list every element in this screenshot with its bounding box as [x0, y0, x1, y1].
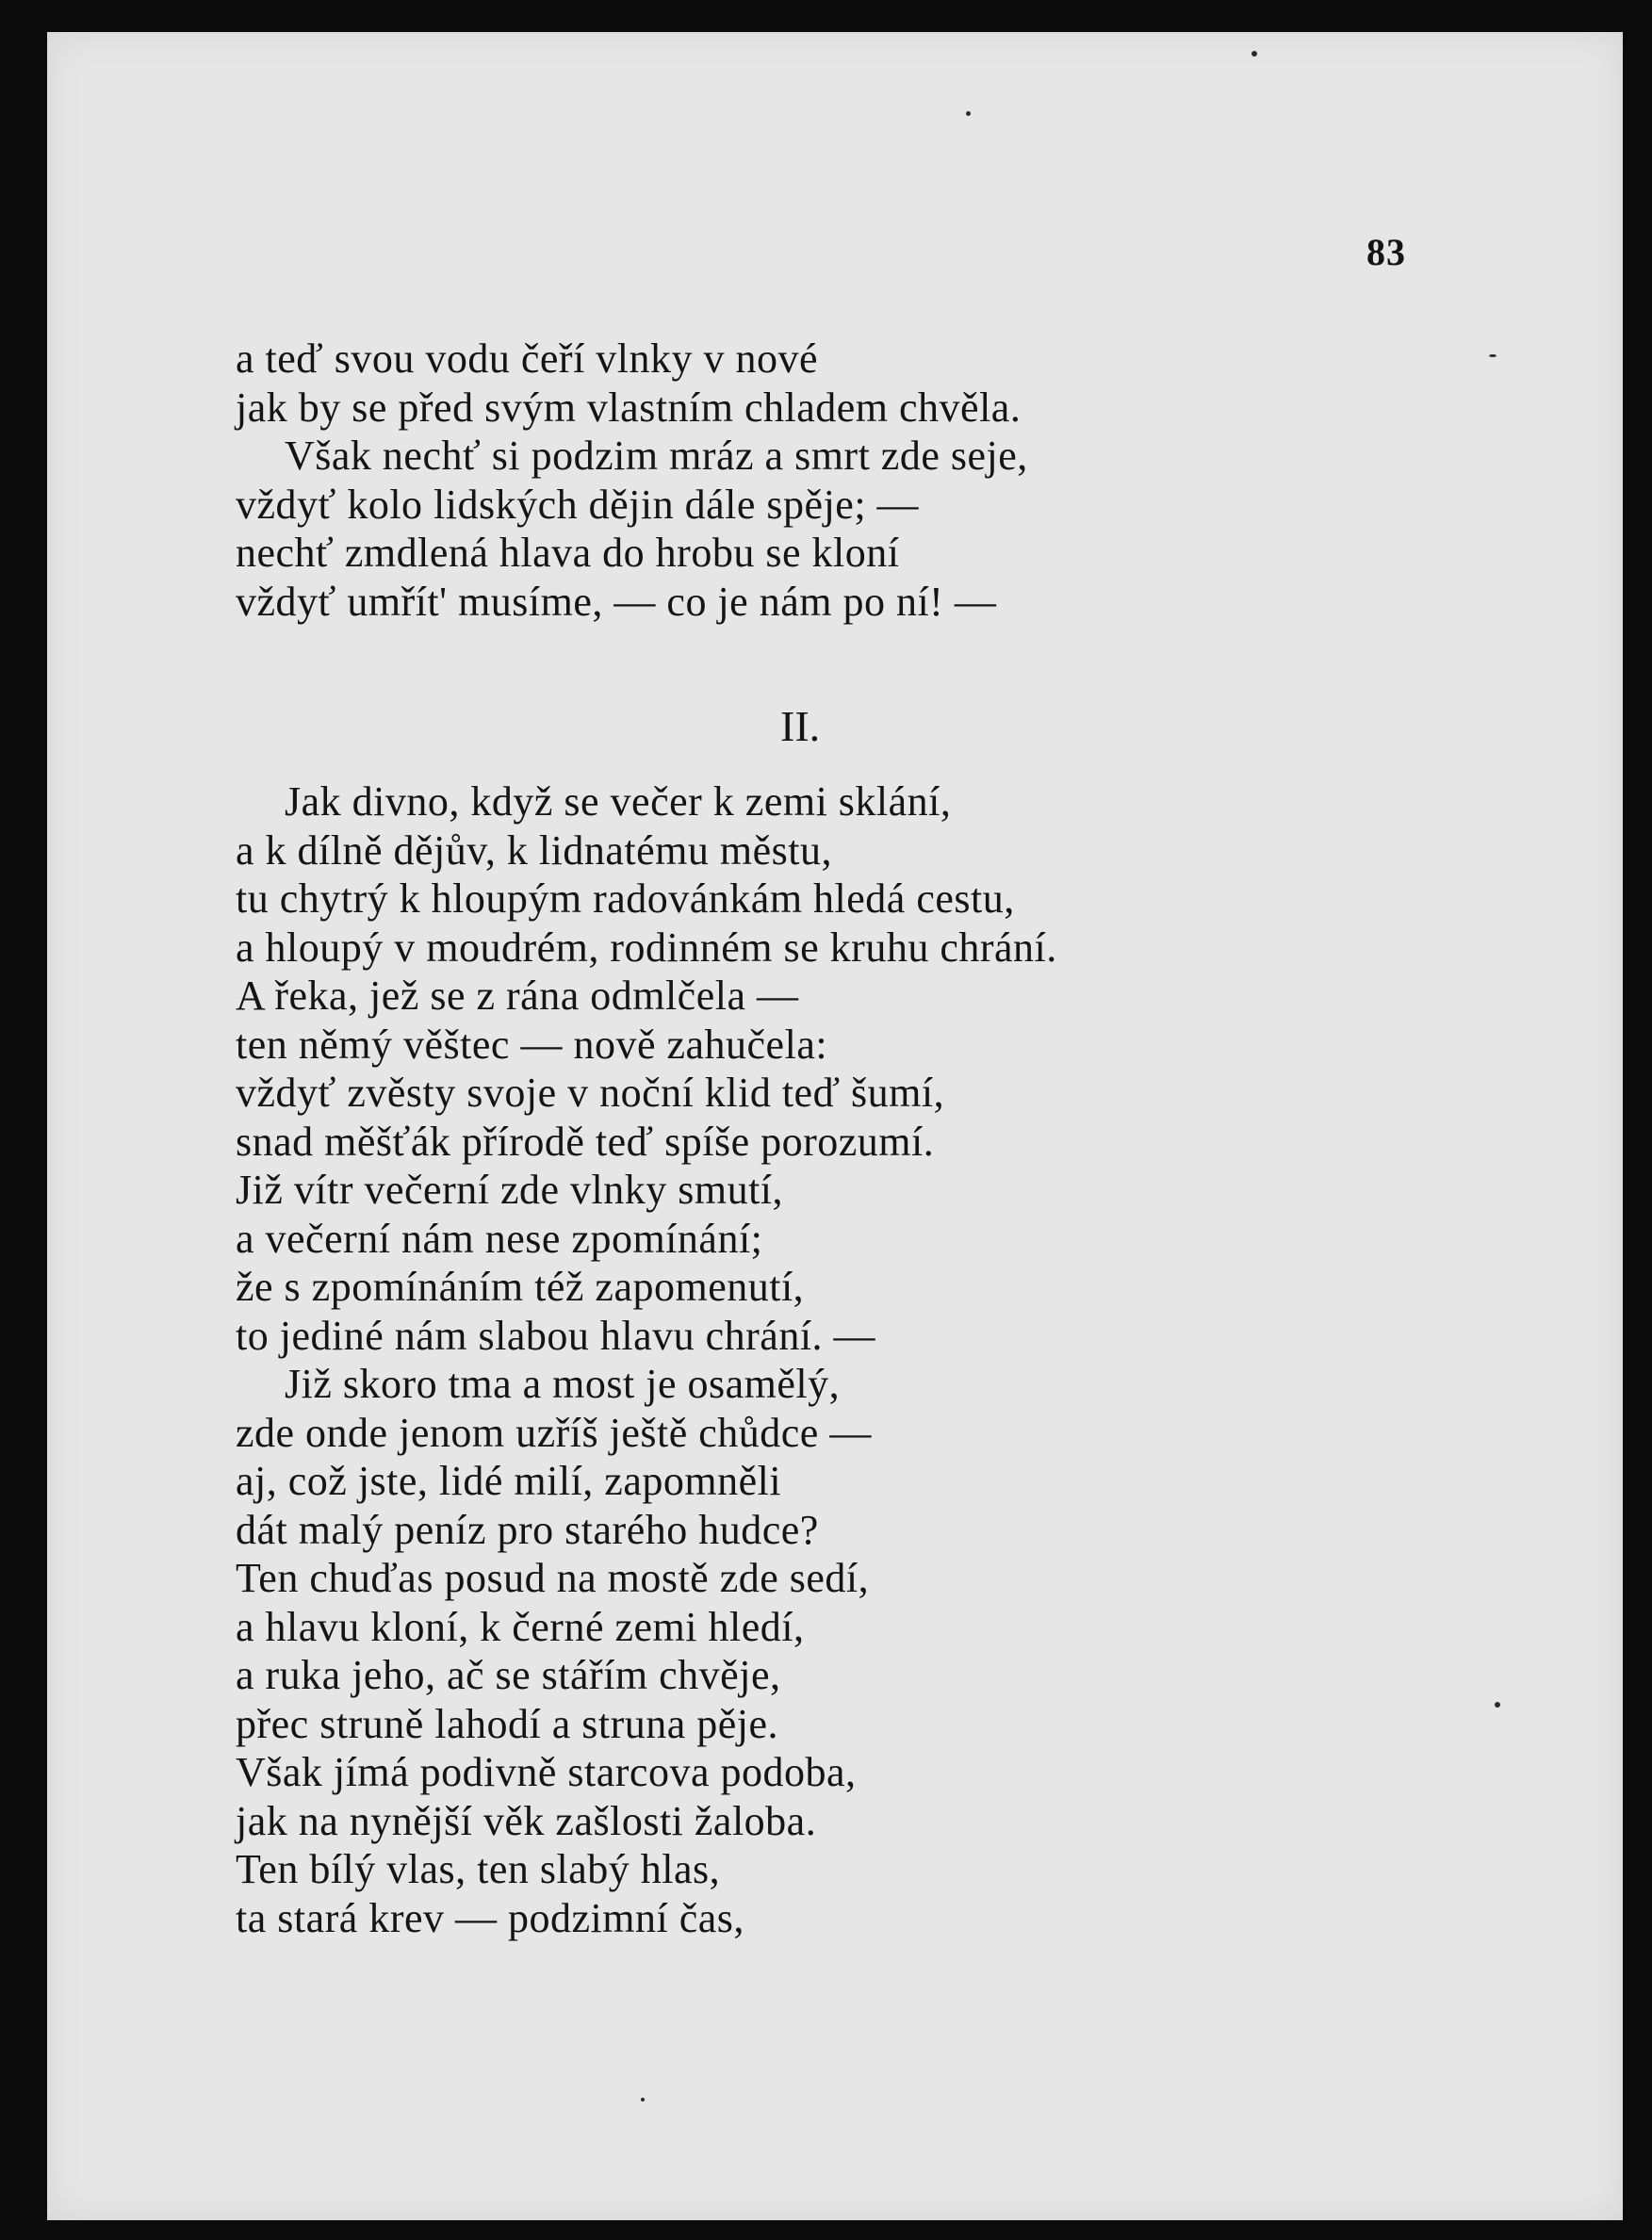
- poem-line: vždyť zvěsty svoje v noční klid teď šumí,: [236, 1070, 945, 1116]
- poem-line: A řeka, jež se z rána odmlčela —: [236, 973, 799, 1019]
- poem-line: a večerní nám nese zpomínání;: [236, 1215, 763, 1262]
- poem-line: Již vítr večerní zde vlnky smutí,: [236, 1167, 784, 1213]
- poem-line: to jediné nám slabou hlavu chrání. —: [236, 1312, 876, 1359]
- poem-line: a hloupý v moudrém, rodinném se kruhu chrání.: [236, 924, 1057, 971]
- poem-line: nechť zmdlená hlava do hrobu se kloní: [236, 530, 900, 576]
- poem-line: Ten chuďas posud na mostě zde sedí,: [236, 1555, 870, 1601]
- poem-line: aj, což jste, lidé milí, zapomněli: [236, 1458, 782, 1504]
- poem-line: vždyť umřít' musíme, — co je nám po ní! —: [236, 578, 997, 625]
- section-heading: II.: [780, 702, 821, 750]
- poem-line: Ten bílý vlas, ten slabý hlas,: [236, 1846, 721, 1892]
- dust-speck: [1495, 1702, 1500, 1708]
- poem-line: a teď svou vodu čeří vlnky v nové: [236, 335, 819, 382]
- poem-line: tu chytrý k hloupým radovánkám hledá cestu,: [236, 875, 1015, 922]
- poem-line: a ruka jeho, ač se stářím chvěje,: [236, 1652, 781, 1698]
- poem-line: vždyť kolo lidských dějin dále spěje; —: [236, 481, 920, 528]
- poem-line: dát malý peníz pro starého hudce?: [236, 1506, 819, 1553]
- poem-line: jak by se před svým vlastním chladem chvěla.: [236, 384, 1022, 431]
- poem-line: snad měšťák přírodě teď spíše porozumí.: [236, 1118, 935, 1165]
- poem-line: Již skoro tma a most je osamělý,: [285, 1361, 841, 1407]
- poem-line: přec struně lahodí a struna pěje.: [236, 1700, 779, 1747]
- poem-line: ta stará krev — podzimní čas,: [236, 1894, 744, 1941]
- dust-speck: [641, 2098, 645, 2101]
- poem-line: a k dílně dějův, k lidnatému městu,: [236, 826, 832, 874]
- page-number: 83: [1366, 231, 1406, 273]
- poem-line: a hlavu kloní, k černé zemi hledí,: [236, 1603, 805, 1650]
- poem-line: jak na nynější věk zašlosti žaloba.: [236, 1797, 817, 1844]
- poem-line: že s zpomínáním též zapomenutí,: [236, 1264, 805, 1310]
- poem-stanza-2: [236, 778, 1057, 1946]
- poem-stanza-1: [236, 335, 1028, 629]
- dust-speck: [1489, 354, 1497, 357]
- poem-line: Však nechť si podzim mráz a smrt zde seje,: [285, 433, 1028, 479]
- poem-line: Jak divno, když se večer k zemi sklání,: [285, 778, 952, 825]
- dust-speck: [1251, 51, 1257, 57]
- poem-line: zde onde jenom uzříš ještě chůdce —: [236, 1409, 872, 1456]
- poem-line: Však jímá podivně starcova podoba,: [236, 1749, 857, 1795]
- book-page: [47, 32, 1623, 2220]
- poem-line: ten němý věštec — nově zahučela:: [236, 1021, 828, 1068]
- dust-speck: [966, 111, 971, 116]
